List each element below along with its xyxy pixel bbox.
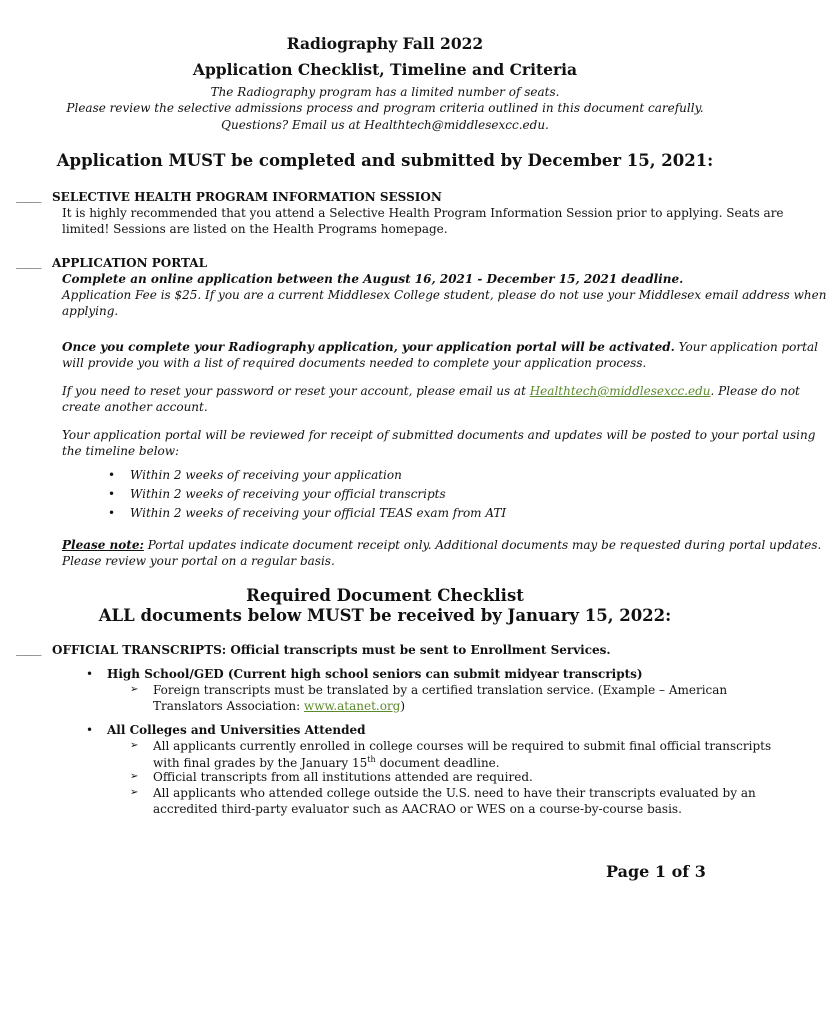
list-item-title: High School/GED (Current high school seniors can submit midyear transcripts) [107, 667, 643, 681]
intro-line: Please review the selective admissions process and program criteria outlined in this document carefully. [66, 101, 704, 115]
bullet-icon: • [108, 468, 116, 482]
checklist-heading: Required Document Checklist [246, 586, 524, 605]
checklist-heading: ALL documents below MUST be received by January 15, 2022: [98, 606, 672, 625]
paragraph-line: will provide you with a list of required documents needed to complete your application process. [62, 356, 647, 370]
bullet-icon: • [86, 667, 94, 681]
section-title: APPLICATION PORTAL [52, 256, 208, 270]
document-title: Radiography Fall 2022 [286, 34, 484, 53]
paragraph-line: the timeline below: [62, 444, 180, 458]
list-item: Within 2 weeks of receiving your official TEAS exam from ATI [130, 506, 507, 520]
list-item: Official transcripts from all institutions attended are required. [153, 770, 533, 784]
bullet-icon: • [108, 487, 116, 501]
list-item-title: All Colleges and Universities Attended [107, 723, 366, 737]
section-title: SELECTIVE HEALTH PROGRAM INFORMATION SESSION [52, 190, 442, 204]
activated-bold: Once you complete your Radiography application, your application portal will be activated. [62, 340, 675, 354]
paragraph-line: Your application portal will be reviewed for receipt of submitted documents and updates will be posted to your portal using [62, 428, 816, 442]
note-text: Portal updates indicate document receipt only. Additional documents may be requested during portal updates. [143, 538, 822, 552]
superscript: th [367, 755, 376, 764]
list-item: Foreign transcripts must be translated by a certified translation service. (Example – American [153, 683, 728, 697]
paragraph-line: It is highly recommended that you attend a Selective Health Program Information Session prior to applying. Seats are [62, 206, 784, 220]
list-item [153, 699, 405, 713]
paragraph-line: create another account. [62, 400, 208, 414]
list-item: All applicants currently enrolled in college courses will be required to submit final official transcripts [153, 739, 772, 753]
c1-pre: with final grades by the January 15 [153, 756, 368, 770]
note-label: Please note: [62, 538, 144, 552]
paragraph-line: Application Fee is $25. If you are a current Middlesex College student, please do not use your Middlesex email address when [62, 288, 826, 302]
bullet-icon: • [86, 723, 94, 737]
bullet-icon: • [108, 506, 116, 520]
reset-pre: If you need to reset your password or reset your account, please email us at [62, 384, 530, 398]
document-subtitle: Application Checklist, Timeline and Criteria [192, 60, 578, 79]
arrow-bullet-icon: ➢ [130, 787, 139, 798]
arrow-bullet-icon: ➢ [130, 684, 139, 695]
deadline-heading: Application MUST be completed and submitted by December 15, 2021: [56, 151, 714, 170]
portal-deadline: Complete an online application between the August 16, 2021 - December 15, 2021 deadline. [62, 272, 684, 286]
email-link[interactable]: Healthtech@middlesexcc.edu [529, 384, 711, 398]
paragraph-line [62, 340, 818, 354]
list-item [153, 755, 500, 770]
list-item: accredited third-party evaluator such as AACRAO or WES on a course-by-course basis. [153, 802, 682, 816]
reset-post: . Please do not [710, 384, 800, 398]
paragraph-line: applying. [62, 304, 119, 318]
checkbox-blank[interactable]: _____ [16, 256, 41, 269]
paragraph-line [62, 384, 800, 398]
checkbox-blank[interactable]: _____ [16, 190, 41, 203]
activated-rest: Your application portal [674, 340, 818, 354]
paragraph-line: Please review your portal on a regular basis. [62, 554, 335, 568]
intro-line: The Radiography program has a limited number of seats. [210, 85, 560, 99]
paragraph-line: limited! Sessions are listed on the Health Programs homepage. [62, 222, 448, 236]
section-title: OFFICIAL TRANSCRIPTS: Official transcripts must be sent to Enrollment Services. [52, 643, 611, 657]
arrow-bullet-icon: ➢ [130, 771, 139, 782]
page-number: Page 1 of 3 [606, 862, 706, 881]
arrow-bullet-icon: ➢ [130, 740, 139, 751]
list-item: Within 2 weeks of receiving your official transcripts [130, 487, 446, 501]
note-line [62, 538, 821, 552]
atanet-link[interactable]: www.atanet.org [303, 699, 401, 713]
hs-line-pre: Translators Association: [153, 699, 304, 713]
hs-line-post: ) [400, 699, 406, 713]
list-item: Within 2 weeks of receiving your application [130, 468, 402, 482]
intro-line: Questions? Email us at Healthtech@middlesexcc.edu. [221, 118, 549, 132]
list-item: All applicants who attended college outside the U.S. need to have their transcripts evaluated by an [153, 786, 756, 800]
checkbox-blank[interactable]: _____ [16, 643, 41, 656]
c1-post: document deadline. [375, 756, 500, 770]
